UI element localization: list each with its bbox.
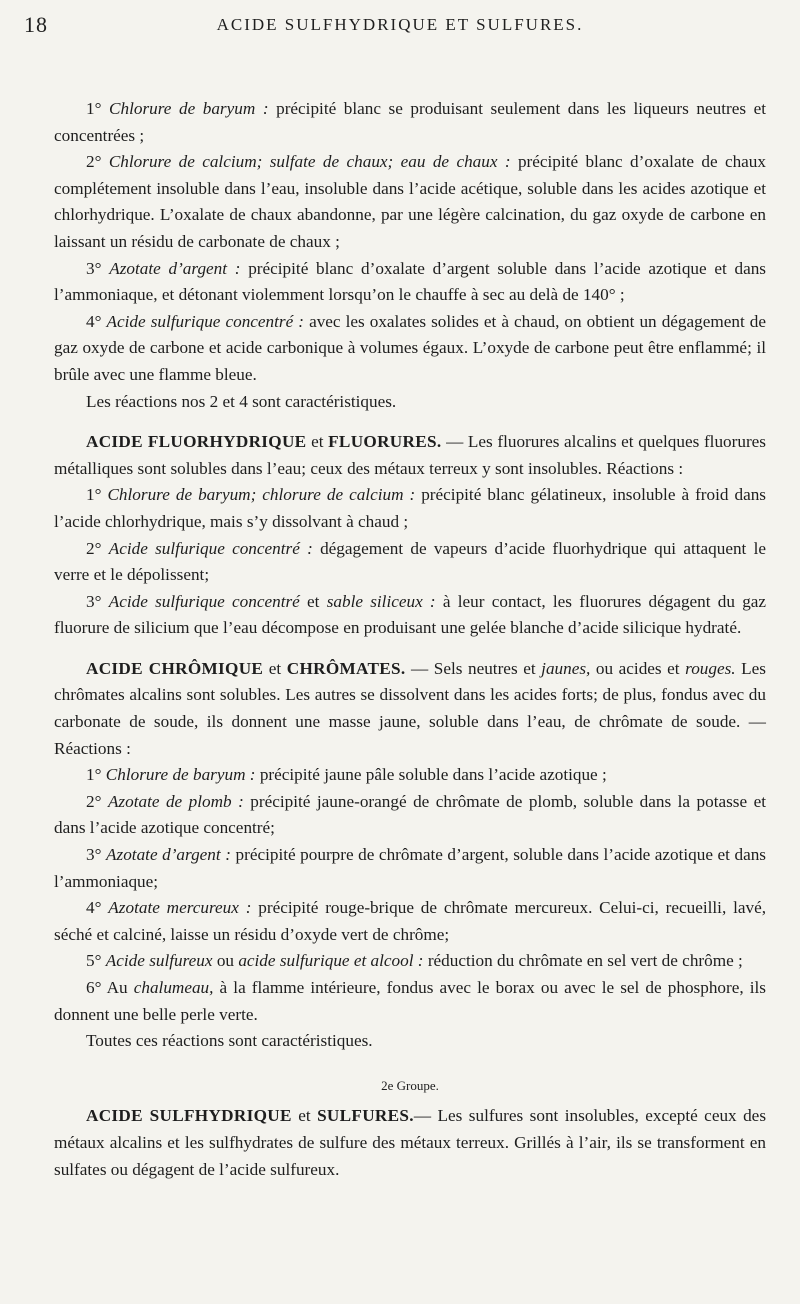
text-run: réduction du chrômate en sel vert de chrôme ;	[423, 951, 743, 971]
text-run: 4°	[86, 311, 107, 331]
page-header	[0, 0, 800, 40]
text-run: Les réactions nos 2 et 4 sont caractéristiques.	[86, 391, 397, 411]
paragraph	[54, 975, 766, 1028]
italic-term: chalumeau,	[133, 978, 214, 997]
paragraph	[54, 948, 766, 975]
italic-term: Acide sulfureux	[105, 951, 213, 971]
paragraph	[54, 789, 766, 842]
paragraph	[54, 482, 766, 535]
paragraph	[54, 842, 766, 895]
text-run: précipité jaune pâle soluble dans l’acide azotique ;	[255, 765, 607, 785]
text-run: et	[291, 1106, 318, 1126]
section-title: ACIDE FLUORHYDRIQUE	[86, 432, 307, 452]
section-title: FLUORURES.	[328, 432, 442, 452]
text-run: 3°	[86, 845, 107, 865]
text-run: et	[299, 591, 327, 611]
text-run: — Les sulfures sont insolubles, excepté ceux des métaux alcalins et les sulfhydrates de sulfure des métaux terreux. Grillés à l’air, ils se transforment en sulfates ou dégagent de l’acide sulfureux.	[54, 1106, 767, 1179]
text-run: 2°	[86, 152, 109, 172]
section-paragraph	[54, 429, 766, 482]
paragraph	[54, 96, 766, 149]
paragraph	[54, 256, 766, 309]
section-title: SULFURES.	[317, 1106, 414, 1126]
section-title: CHRÔMATES.	[286, 658, 406, 678]
italic-term: Chlorure de baryum :	[105, 765, 256, 785]
paragraph	[54, 589, 766, 642]
text-run: 6° Au	[86, 978, 134, 997]
text-run: — Sels neutres et	[405, 658, 542, 678]
paragraph	[54, 762, 766, 789]
section-paragraph	[54, 656, 766, 762]
page-number: 18	[24, 12, 48, 37]
italic-term: Azotate de plomb :	[107, 791, 244, 811]
text-run: 2°	[86, 538, 109, 558]
text-run: précipité rouge-brique de chrômate mercureux. Celui-ci, recueilli, lavé, séché et calciné, laisse un résidu d’oxyde vert de chrôme;	[54, 898, 767, 944]
italic-term: Azotate d’argent :	[106, 845, 231, 865]
text-run: 3°	[86, 591, 109, 611]
text-run: précipité jaune-orangé de chrômate de plomb, soluble dans la potasse et dans l’acide azotique concentré;	[54, 791, 766, 838]
text-run: ou	[212, 951, 239, 971]
italic-term: Azotate mercureux :	[108, 898, 252, 918]
text-run: Toutes ces réactions sont caractéristiques.	[86, 1031, 373, 1051]
italic-term: Chlorure de baryum :	[109, 99, 269, 118]
text-run: 1°	[86, 99, 110, 118]
page-body	[54, 96, 766, 1183]
text-run: 3°	[86, 258, 110, 278]
text-run: — Les fluorures alcalins et quelques fluorures métalliques sont solubles dans l’eau; ceux des métaux terreux y sont insolubles. Réactions :	[54, 432, 766, 478]
text-run: précipité blanc d’oxalate de chaux complétement insoluble dans l’eau, insoluble dans l’acide acétique, soluble dans les acides azotique et chlorhydrique. L’oxalate de chaux abandonne, par une légère calcination, du gaz oxyde de carbone en laissant un résidu de carbonate de chaux ;	[54, 152, 766, 251]
paragraph	[54, 389, 766, 416]
italic-term: Chlorure de calcium; sulfate de chaux; eau de chaux :	[108, 152, 511, 172]
text-run: Les chrômates alcalins sont solubles. Les autres se dissolvent dans les acides forts; de plus, fondus avec du carbonate de soude, ils donnent une masse jaune, soluble dans l’eau, de chrômate de soude. — Réactions :	[54, 658, 766, 758]
text-run: précipité pourpre de chrômate d’argent, soluble dans l’acide azotique et dans l’ammoniaque;	[54, 845, 766, 891]
text-run: avec les oxalates solides et à chaud, on obtient un dégagement de gaz oxyde de carbone et acide carbonique à volumes égaux. L’oxyde de carbone peut être enflammé; il brûle avec une flamme bleue.	[54, 311, 767, 384]
text-run: 1°	[86, 765, 106, 785]
text-run: et	[263, 658, 287, 678]
text-run: précipité blanc d’oxalate d’argent soluble dans l’acide azotique et dans l’ammoniaque, et détonant violemment lorsqu’on le chauffe à sec au delà de 140° ;	[54, 258, 766, 305]
paragraph	[54, 895, 766, 948]
text-run: à la flamme intérieure, fondus avec le borax ou avec le sel de phosphore, ils donnent une belle perle verte.	[54, 978, 766, 1024]
italic-term: jaunes,	[541, 658, 591, 678]
italic-term: sable siliceux :	[326, 591, 436, 611]
text-run: 2°	[86, 791, 108, 811]
text-run: 1°	[86, 485, 108, 505]
section-title: ACIDE CHRÔMIQUE	[86, 658, 264, 678]
section-title: ACIDE SULFHYDRIQUE	[86, 1106, 292, 1126]
running-head: ACIDE SULFHYDRIQUE ET SULFURES.	[216, 15, 584, 34]
text-run: 2e Groupe.	[381, 1077, 439, 1093]
group-heading	[54, 1073, 766, 1100]
text-run: à leur contact, les fluorures dégagent du gaz fluorure de silicium que l’eau décompose en produisant une gelée blanche d’acide silicique hydraté.	[54, 591, 767, 638]
text-run: 5°	[86, 951, 106, 971]
text-run: ou acides et	[590, 658, 686, 678]
text-run: dégagement de vapeurs d’acide fluorhydrique qui attaquent le verre et le dépolissent;	[54, 538, 766, 585]
text-run: précipité blanc gélatineux, insoluble à froid dans l’acide chlorhydrique, mais s’y dissolvant à chaud ;	[54, 485, 766, 531]
paragraph	[54, 1028, 766, 1055]
italic-term: Azotate d’argent :	[109, 258, 241, 278]
text-run: 4°	[86, 898, 109, 918]
paragraph	[54, 1103, 766, 1183]
italic-term: acide sulfurique et alcool :	[238, 951, 424, 971]
italic-term: Acide sulfurique concentré :	[108, 538, 313, 558]
italic-term: Chlorure de baryum; chlorure de calcium :	[107, 485, 416, 505]
paragraph	[54, 149, 766, 255]
text-run: précipité blanc se produisant seulement dans les liqueurs neutres et concentrées ;	[54, 99, 766, 145]
italic-term: Acide sulfurique concentré :	[106, 311, 305, 331]
italic-term: rouges.	[685, 658, 736, 678]
text-run: et	[306, 432, 329, 452]
italic-term: Acide sulfurique concentré	[108, 591, 300, 611]
paragraph	[54, 536, 766, 589]
paragraph	[54, 309, 766, 389]
